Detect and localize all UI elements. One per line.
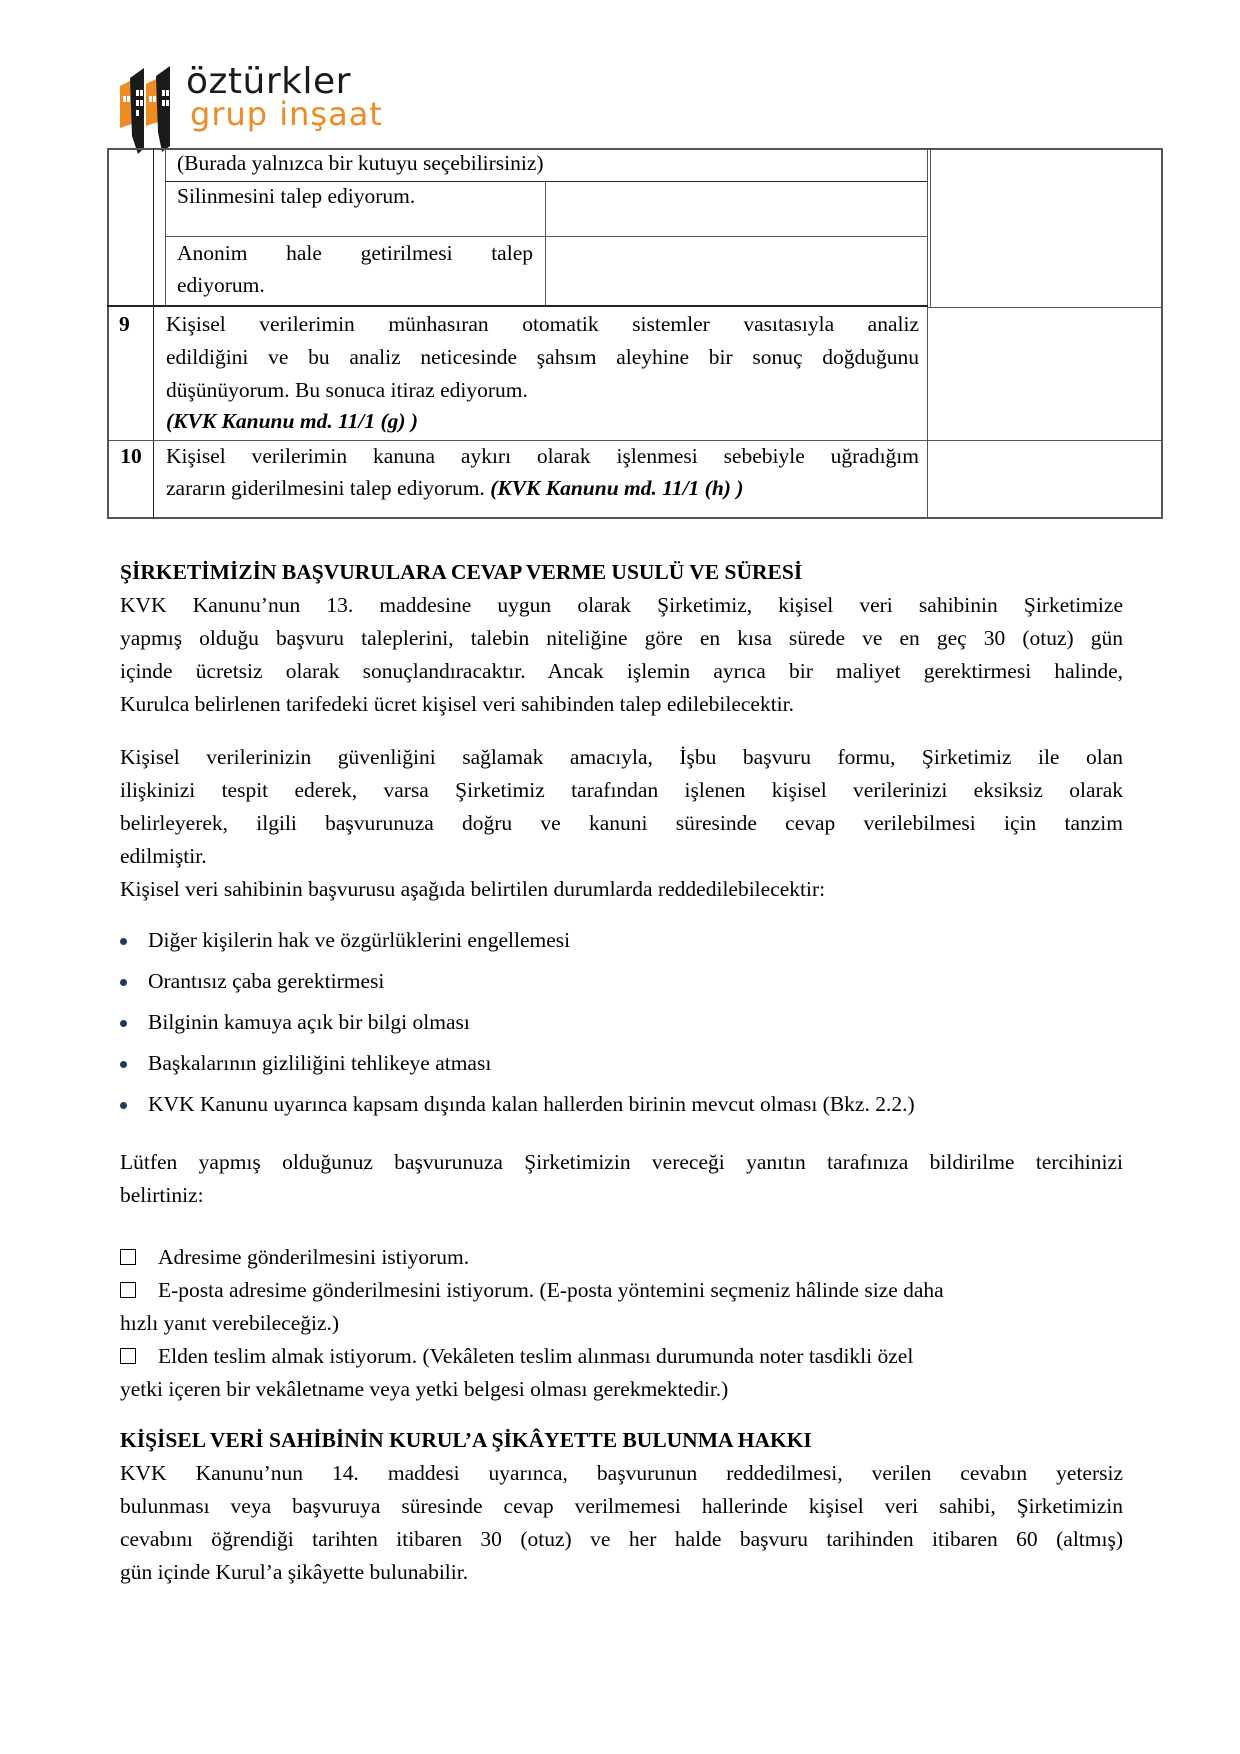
bullet-icon	[120, 979, 127, 986]
row8-answer-cell[interactable]	[932, 150, 1160, 305]
bullet-icon	[120, 1020, 127, 1027]
checkbox-icon[interactable]	[120, 1348, 136, 1364]
section-heading-response-procedure: ŞİRKETİMİZİN BAŞVURULARA CEVAP VERME USULÜ VE SÜRESİ	[120, 560, 803, 584]
single-choice-note: (Burada yalnızca bir kutuyu seçebilirsiniz)	[177, 151, 544, 175]
bullet-icon	[120, 1102, 127, 1109]
response-procedure-paragraph: KVK Kanunu’nun 13. maddesine uygun olarak Şirketimiz, kişisel veri sahibinin Şirketimize yapmış olduğu başvuru taleplerini, talebin niteliğine göre en kısa sürede ve en geç 30 (otuz) gün içinde ücretsiz olarak sonuçlandıracaktır. Ancak işlemin ayrıca bir maliyet gerektirmesi halinde, Kurulca belirlenen tarifedeki ücret kişisel veri sahibinden talep edilebilecektir.	[120, 593, 1123, 716]
logo-wordmark: öztürkler	[186, 61, 351, 102]
bullet-icon	[120, 938, 127, 945]
option-email[interactable]: E-posta adresime gönderilmesini istiyorum. (E-posta yöntemini seçmeniz hâlinde size daha hızlı yanıt verebileceğiz.)	[120, 1278, 944, 1335]
company-logo	[118, 61, 418, 154]
option-delete-checkbox-cell[interactable]	[547, 183, 925, 235]
option-anonymize-label-line2: ediyorum.	[177, 273, 265, 297]
option-delete-label: Silinmesini talep ediyorum.	[177, 184, 416, 208]
section-heading-complaint-right: KİŞİSEL VERİ SAHİBİNİN KURUL’A ŞİKÂYETTE BULUNMA HAKKI	[120, 1428, 812, 1452]
option-hand-delivery[interactable]: Elden teslim almak istiyorum. (Vekâleten teslim alınması durumunda noter tasdikli özel yetki içeren bir vekâletname veya yetki belgesi olması gerekmektedir.)	[120, 1344, 914, 1401]
checkbox-icon[interactable]	[120, 1249, 136, 1265]
row9-line2: edildiğini ve bu analiz neticesinde şahsım aleyhine bir sonuç doğduğunu	[166, 345, 919, 369]
row9-line3: düşünüyorum. Bu sonuca itiraz ediyorum.	[166, 378, 528, 402]
request-table	[107, 148, 1163, 519]
row10-line1: Kişisel verilerimin kanuna aykırı olarak işlenmesi sebebiyle uğradığım	[166, 444, 919, 468]
row-number-10: 10	[120, 444, 142, 468]
row-number-9: 9	[119, 312, 130, 336]
option-anonymize-checkbox-cell[interactable]	[547, 238, 925, 304]
row10-line2: zararın giderilmesini talep ediyorum. (KVK Kanunu md. 11/1 (h) )	[166, 476, 744, 500]
list-item: Diğer kişilerin hak ve özgürlüklerini engellemesi	[120, 924, 915, 965]
row9-law-reference: (KVK Kanunu md. 11/1 (g) )	[166, 409, 419, 433]
buildings-icon	[118, 66, 188, 154]
list-item: KVK Kanunu uyarınca kapsam dışında kalan hallerden birinin mevcut olması (Bkz. 2.2.)	[120, 1088, 915, 1129]
logo-tagline: grup inşaat	[190, 95, 383, 133]
list-item: Orantısız çaba gerektirmesi	[120, 965, 915, 1006]
bullet-icon	[120, 1061, 127, 1068]
row10-law-reference: (KVK Kanunu md. 11/1 (h) )	[490, 476, 744, 500]
option-postal-address[interactable]: Adresime gönderilmesini istiyorum.	[120, 1241, 469, 1274]
row10-answer-cell[interactable]	[929, 442, 1160, 516]
checkbox-icon[interactable]	[120, 1282, 136, 1298]
list-item: Bilginin kamuya açık bir bilgi olması	[120, 1006, 915, 1047]
list-item: Başkalarının gizliliğini tehlikeye atması	[120, 1047, 915, 1088]
response-preference-prompt: Lütfen yapmış olduğunuz başvurunuza Şirketimizin vereceği yanıtın tarafınıza bildirilme tercihinizi belirtiniz:	[120, 1150, 1123, 1207]
complaint-right-paragraph: KVK Kanunu’nun 14. maddesi uyarınca, başvurunun reddedilmesi, verilen cevabın yetersiz bulunması veya başvuruya süresinde cevap verilmemesi hallerinde kişisel veri sahibi, Şirketimizin cevabını öğrendiği tarihten itibaren 30 (otuz) ve her halde başvuru tarihinden itibaren 60 (altmış) gün içinde Kurul’a şikâyette bulunabilir.	[120, 1461, 1123, 1584]
rejection-reasons-list	[120, 924, 915, 1129]
option-anonymize-label-line1: Anonim hale getirilmesi talep	[177, 241, 533, 265]
security-paragraph: Kişisel verilerinizin güvenliğini sağlamak amacıyla, İşbu başvuru formu, Şirketimiz ile olan ilişkinizi tespit ederek, varsa Şirketimiz tarafından işlenen kişisel verilerinizi eksiksiz olarak belirleyerek, ilgili başvurunuza doğru ve kanuni süresinde cevap verilebilmesi için tanzim edilmiştir.	[120, 745, 1123, 868]
row9-answer-cell[interactable]	[929, 309, 1160, 439]
rejection-intro: Kişisel veri sahibinin başvurusu aşağıda belirtilen durumlarda reddedilebilecektir:	[120, 877, 826, 901]
row9-line1: Kişisel verilerimin münhasıran otomatik sistemler vasıtasıyla analiz	[166, 312, 919, 336]
